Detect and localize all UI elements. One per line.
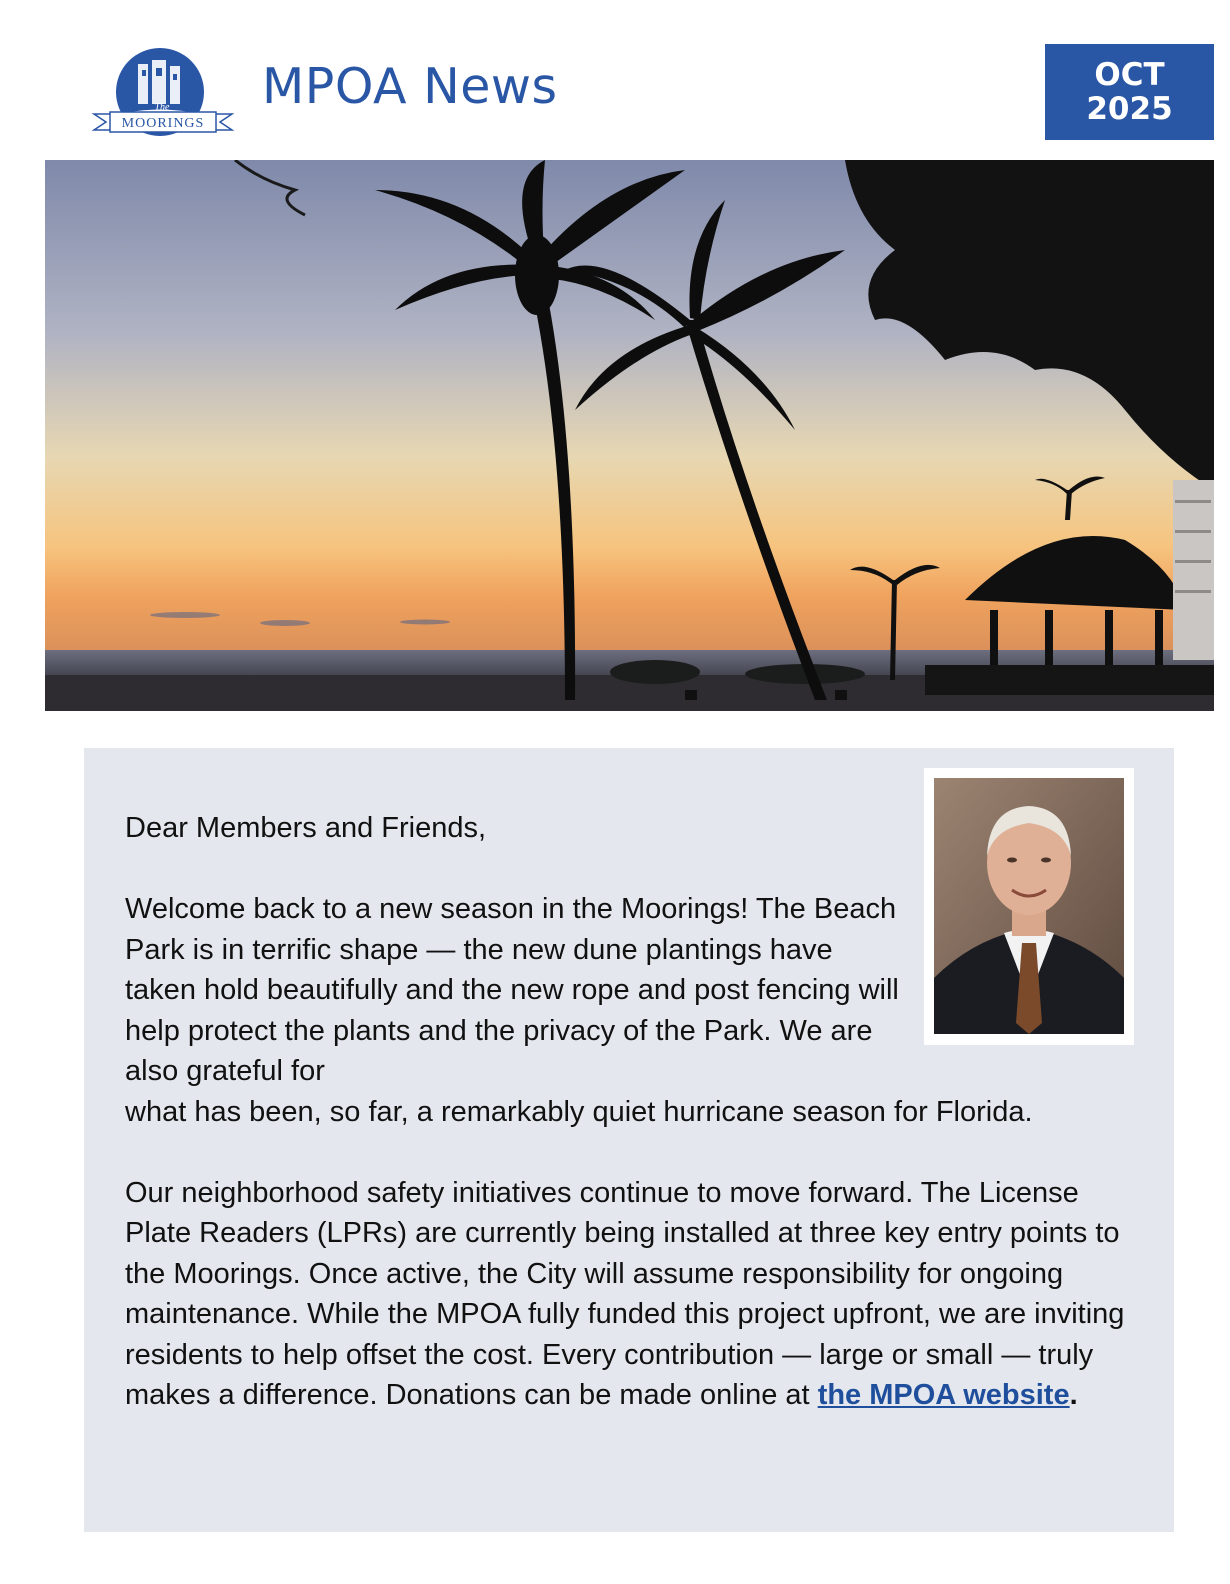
letter-paragraph-2-text: Our neighborhood safety initiatives continue to move forward. The License Plate Readers (LPRs) are currently being installed at three key entry points to the Moorings. Once active, the City will assume responsibility for ongoing maintenance. While the MPOA fully funded this project upfront, we are inviting residents to help offset the cost. Every contribution — large or small — truly makes a difference. Donations can be made online at (125, 1176, 1125, 1411)
moorings-logo (88, 46, 238, 146)
letter-body (125, 808, 1135, 1416)
logo-wordmark: MOORINGS (121, 116, 205, 131)
issue-month: OCT (1094, 57, 1165, 93)
issue-year: 2025 (1086, 91, 1173, 127)
period: . (1069, 1379, 1078, 1411)
letter-paragraph-1-wrapped: Welcome back to a new season in the Moorings! The Beach Park is in terrific shape — the new dune plantings have taken hold beautifully and the new rope and post fencing will help protect the plants and the privacy of the Park. We are also grateful for (125, 893, 899, 1087)
letter-salutation: Dear Members and Friends, (125, 812, 487, 844)
logo-script-text: The (154, 102, 170, 113)
newsletter-title: MPOA News (262, 58, 558, 115)
letter-paragraph-1-continued: what has been, so far, a remarkably quiet hurricane season for Florida. (125, 1095, 1033, 1128)
issue-date-badge (1045, 44, 1214, 140)
letter-paragraph-2 (125, 1173, 1135, 1416)
mpoa-website-link[interactable]: the MPOA website (817, 1379, 1070, 1411)
presidents-letter-panel (84, 748, 1174, 1532)
hero-beach-sunset-photo (45, 160, 1214, 711)
